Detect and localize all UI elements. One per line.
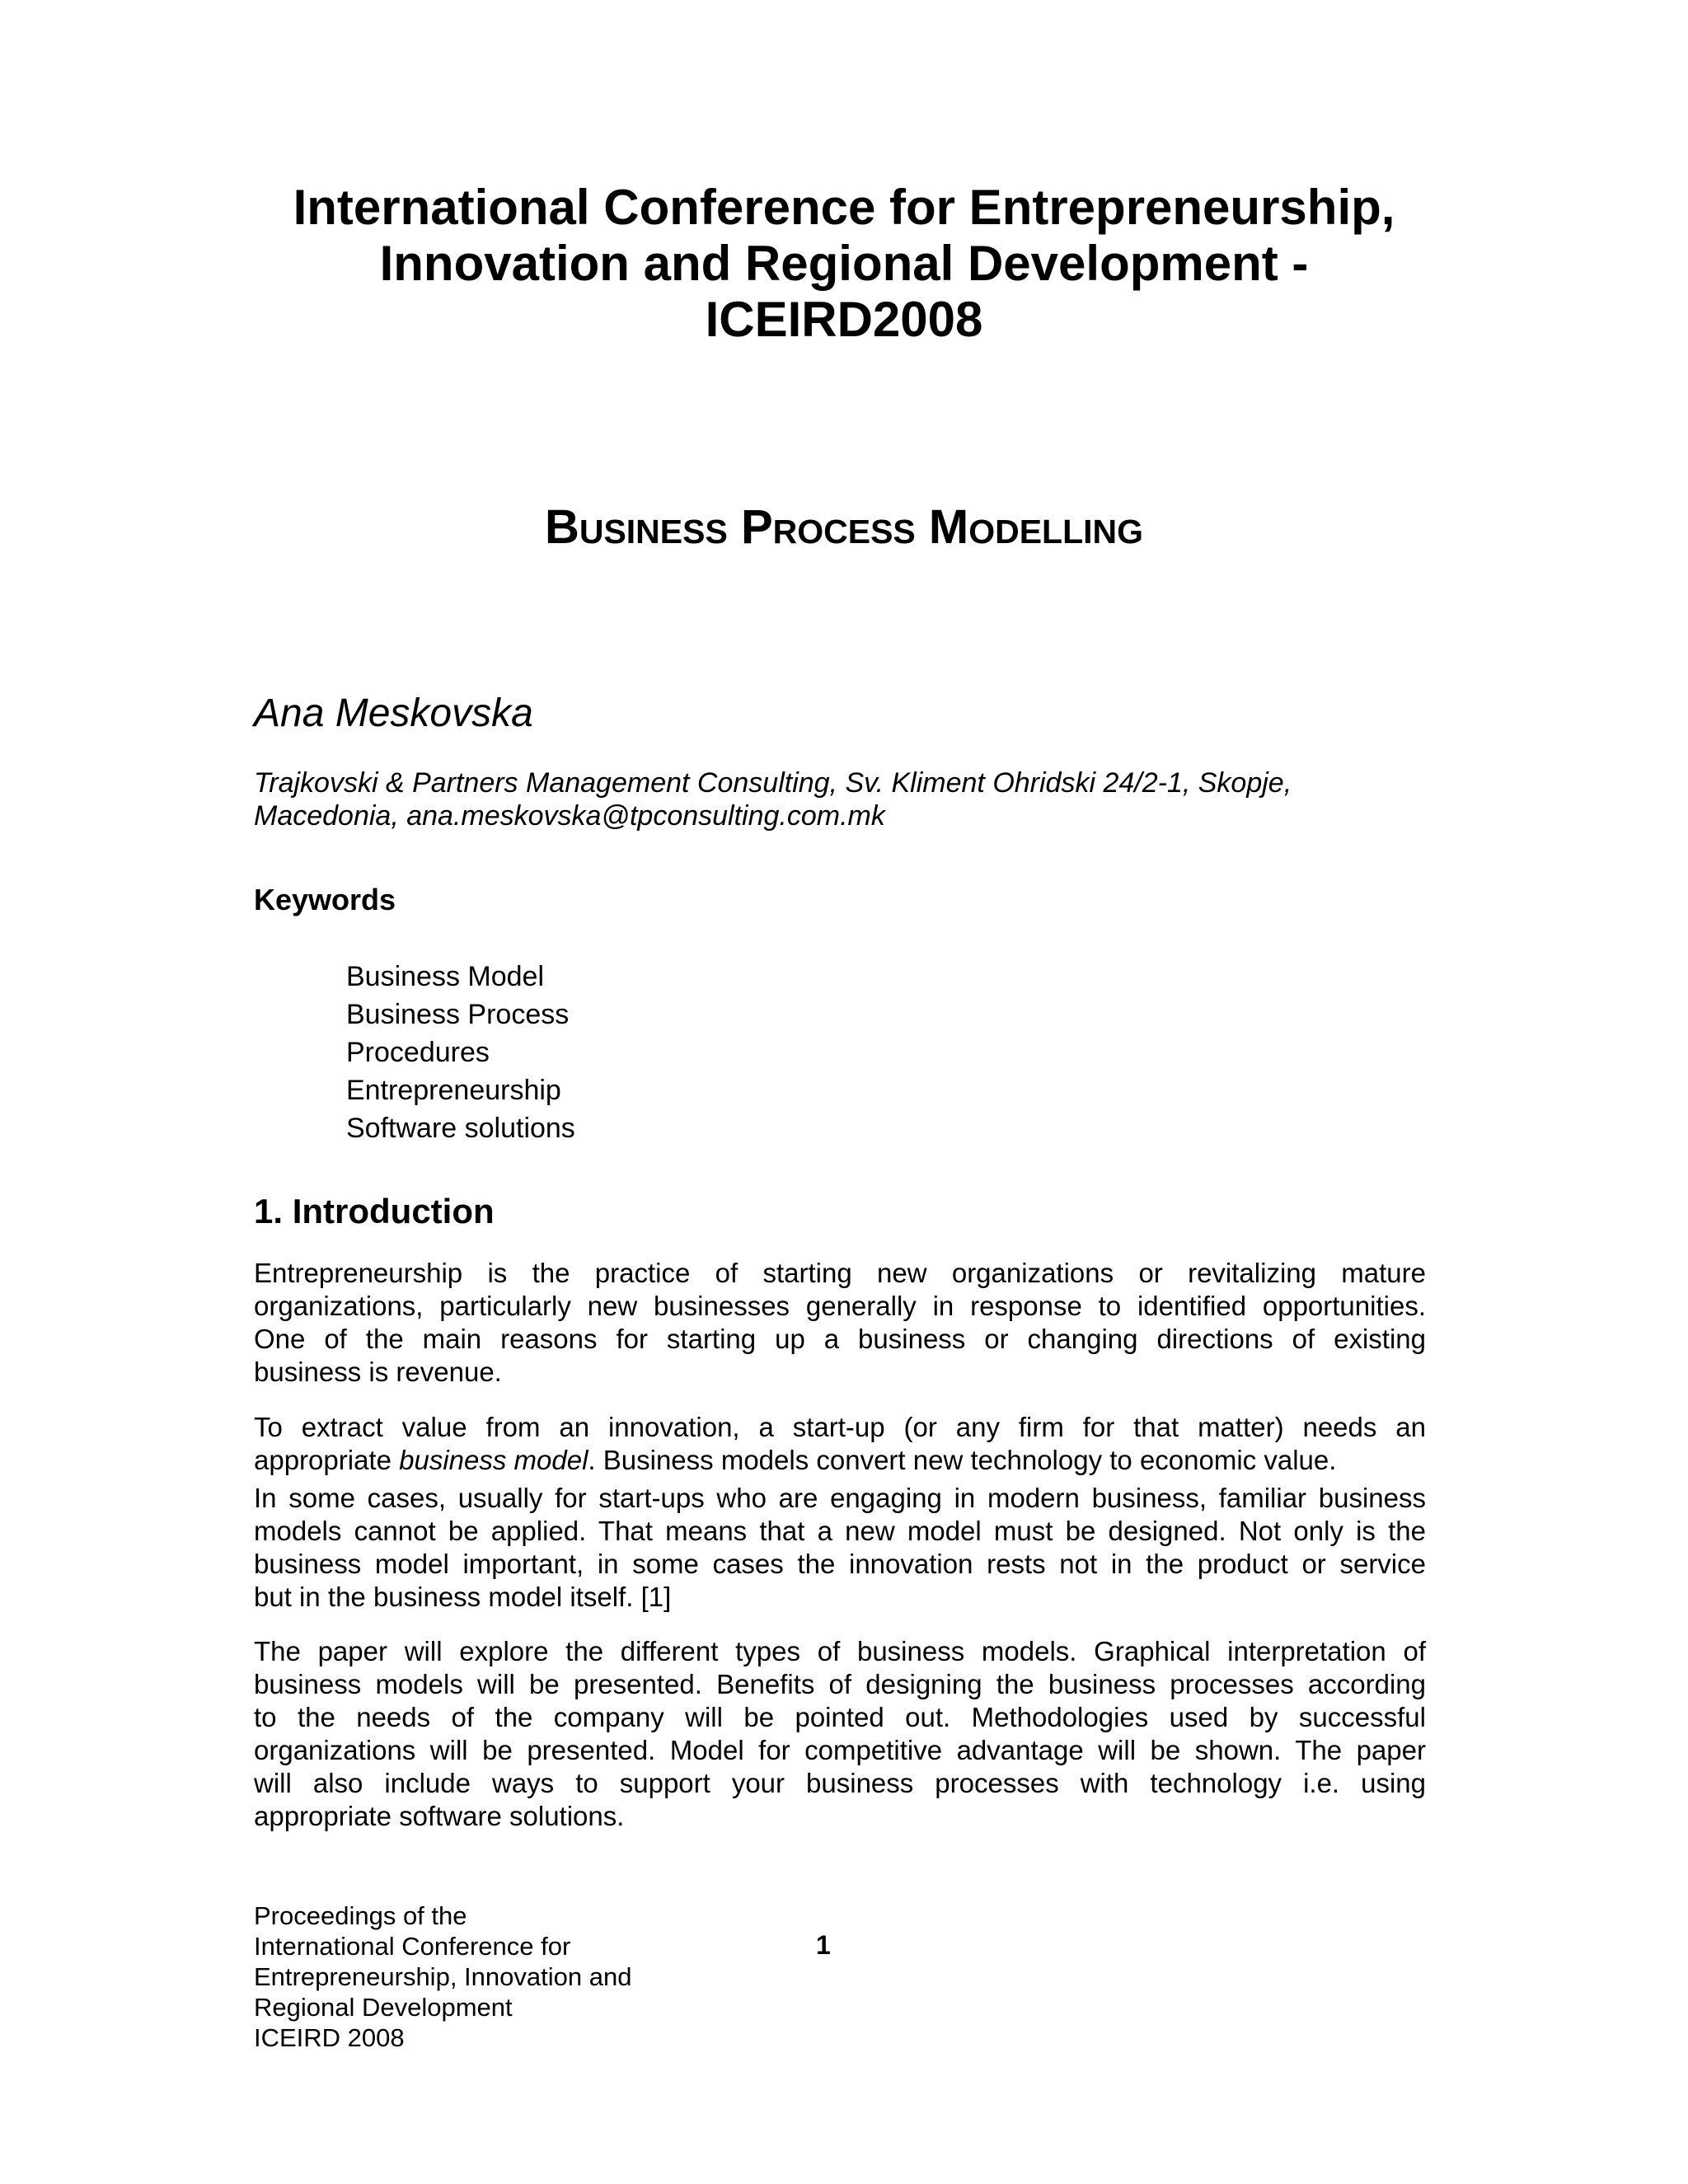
conference-title-line: ICEIRD2008 — [705, 292, 983, 347]
intro-paragraph-1 — [254, 1257, 1426, 1389]
keyword-item: Business Model — [346, 961, 545, 992]
text-line: appropriate software solutions. — [254, 1801, 625, 1831]
text-line: organizations will be presented. Model for competitive advantage will be shown. The paper — [254, 1735, 1426, 1765]
text-line: One of the main reasons for starting up a business or changing directions of existing — [254, 1324, 1426, 1354]
introduction-heading: 1. Introduction — [254, 1192, 495, 1230]
text-line: but in the business model itself. [1] — [254, 1582, 672, 1612]
page-number: 1 — [816, 1930, 831, 1960]
keyword-item: Procedures — [346, 1037, 490, 1068]
text-line: to the needs of the company will be pointed out. Methodologies used by successful — [254, 1702, 1426, 1732]
intro-paragraph-2 — [254, 1411, 1426, 1477]
text-line: Entrepreneurship is the practice of starting new organizations or revitalizing mature — [254, 1258, 1426, 1288]
text-line: business is revenue. — [254, 1357, 502, 1387]
text-line: business model important, in some cases the innovation rests not in the product or service — [254, 1549, 1426, 1579]
keyword-item: Entrepreneurship — [346, 1075, 561, 1106]
text-run: . Business models convert new technology to economic value. — [588, 1445, 1337, 1475]
text-line: The paper will explore the different types of business models. Graphical interpretation of — [254, 1636, 1426, 1666]
author-affiliation — [254, 766, 1432, 832]
footer-line: International Conference for — [254, 1932, 571, 1961]
text-line: In some cases, usually for start-ups who are engaging in modern business, familiar business — [254, 1483, 1426, 1513]
footer-line: Entrepreneurship, Innovation and — [254, 1962, 632, 1991]
text-line: business models will be presented. Benefits of designing the business processes according — [254, 1669, 1426, 1699]
footer-line: ICEIRD 2008 — [254, 2023, 405, 2052]
intro-paragraph-4 — [254, 1635, 1426, 1833]
emphasized-term: business model — [399, 1445, 588, 1475]
keyword-item: Business Process — [346, 999, 570, 1030]
proceedings-footer — [254, 1900, 631, 2053]
text-line: organizations, particularly new businesses generally in response to identified opportunities. — [254, 1291, 1426, 1321]
keywords-heading: Keywords — [254, 883, 396, 916]
author-name: Ana Meskovska — [254, 691, 533, 735]
text-line: will also include ways to support your business processes with technology i.e. using — [254, 1768, 1426, 1798]
affiliation-line: Macedonia, ana.meskovska@tpconsulting.com.mk — [254, 800, 885, 832]
text-line: models cannot be applied. That means that a new model must be designed. Not only is the — [254, 1516, 1426, 1546]
conference-title — [247, 180, 1441, 348]
text-run: appropriate — [254, 1445, 400, 1475]
conference-title-line: Innovation and Regional Development - — [379, 236, 1309, 291]
keywords-list — [346, 958, 575, 1147]
intro-paragraph-3 — [254, 1482, 1426, 1614]
text-line — [254, 1444, 1426, 1477]
affiliation-line: Trajkovski & Partners Management Consulting, Sv. Kliment Ohridski 24/2-1, Skopje, — [254, 767, 1292, 799]
keyword-item: Software solutions — [346, 1113, 575, 1144]
text-line: To extract value from an innovation, a start-up (or any firm for that matter) needs an — [254, 1412, 1426, 1442]
footer-line: Regional Development — [254, 1993, 513, 2022]
conference-title-line: International Conference for Entrepreneurship, — [293, 180, 1395, 235]
paper-title: Business Process Modelling — [544, 500, 1144, 554]
footer-line: Proceedings of the — [254, 1901, 467, 1930]
